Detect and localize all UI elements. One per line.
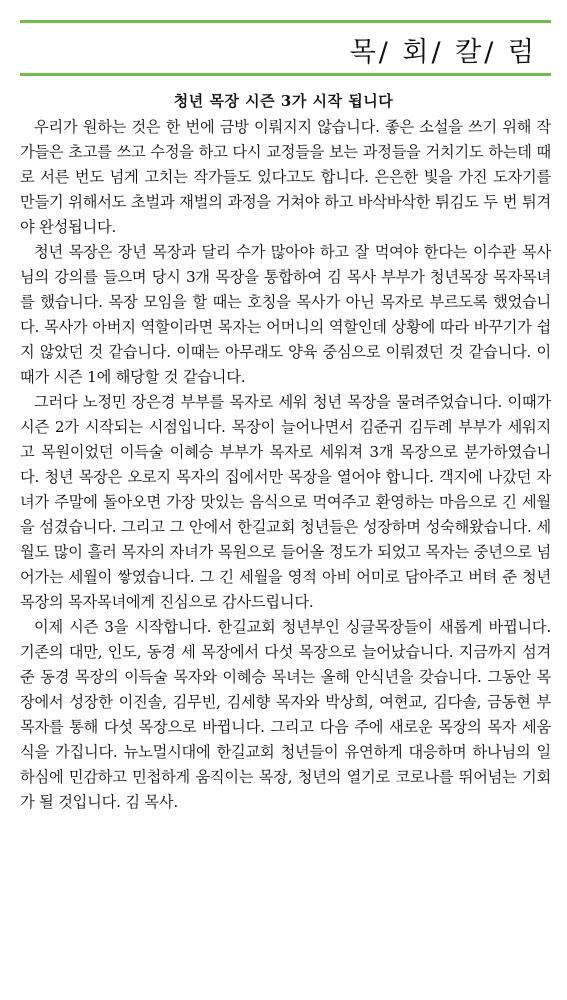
column-header-title: 목/ 회/ 칼/ 럼: [349, 37, 537, 68]
article-title: 청년 목장 시즌 3가 시작 됩니다: [173, 92, 394, 110]
article-paragraph-2: 청년 목장은 장년 목장과 달리 수가 많아야 하고 잘 먹여야 한다는 이수관 목사님의 강의를 들으며 당시 3개 목장을 통합하여 김 목사 부부가 청년목장 목자목녀를 했습니다. 목장 모임을 할 때는 호칭을 목사가 아닌 목자로 부르도록 했었습니다. 목사가 아버지 역할이라면 목자는 어머니의 역할인데 상황에 따라 바꾸기가 쉽지 않았던 것 같습니다. 이때는 아무래도 양육 중심으로 이뤄졌던 것 같습니다. 이때가 시즌 1에 해당할 것 같습니다.: [20, 243, 551, 386]
article-paragraph-4: 이제 시즌 3을 시작합니다. 한길교회 청년부인 싱글목장들이 새롭게 바뀝니다. 기존의 대만, 인도, 동경 세 목장에서 다섯 목장으로 늘어났습니다. 지금까지 섬겨준 동경 목장의 이득술 목자와 이혜승 목녀는 올해 안식년을 갖습니다. 그동안 목장에서 성장한 이진솔, 김무빈, 김세향 목자와 박상희, 여현교, 김다솔, 금동현 부목자를 통해 다섯 목장으로 바뀝니다. 그리고 다음 주에 새로운 목장의 목자 세움식을 가집니다. 뉴노멀시대에 한길교회 청년들이 유연하게 대응하며 하나님의 일 하심에 민감하고 민첩하게 움직이는 목장, 청년의 열기로 코로나를 뛰어넘는 기회가 될 것입니다. 김 목사.: [20, 618, 551, 811]
article-body: [20, 115, 551, 815]
column-header: [20, 20, 551, 76]
article-paragraph-1: 우리가 원하는 것은 한 번에 금방 이뤄지지 않습니다. 좋은 소설을 쓰기 위해 작가들은 초고를 쓰고 수정을 하고 다시 교정들을 보는 과정들을 거치기도 하는데 때로 서른 번도 넘게 고치는 작가들도 있다고도 합니다. 은은한 빛을 가진 도자기를 만들기 위해서도 초벌과 재벌의 과정을 거쳐야 하고 바삭바삭한 튀김도 두 번 튀겨야 완성됩니다.: [20, 118, 551, 236]
article-paragraph-3: 그러다 노정민 장은경 부부를 목자로 세워 청년 목장을 물려주었습니다. 이때가 시즌 2가 시작되는 시점입니다. 목장이 늘어나면서 김준귀 김두례 부부가 세워지고 목원이었던 이득술 이혜승 부부가 목자로 세워져 3개 목장으로 분가하였습니다. 청년 목장은 오로지 목자의 집에서만 목장을 열어야 합니다. 객지에 나갔던 자녀가 주말에 돌아오면 가장 맛있는 음식으로 먹여주고 환영하는 마음으로 긴 세월을 섬겼습니다. 그리고 그 안에서 한길교회 청년들은 성장하며 성숙해왔습니다. 세월도 많이 흘러 목자의 자녀가 목원으로 들어올 정도가 되었고 목자는 중년으로 넘어가는 세월이 쌓였습니다. 그 긴 세월을 영적 아비 어미로 담아주고 버텨 준 청년 목장의 목자목녀에게 진심으로 감사드립니다.: [20, 393, 551, 611]
